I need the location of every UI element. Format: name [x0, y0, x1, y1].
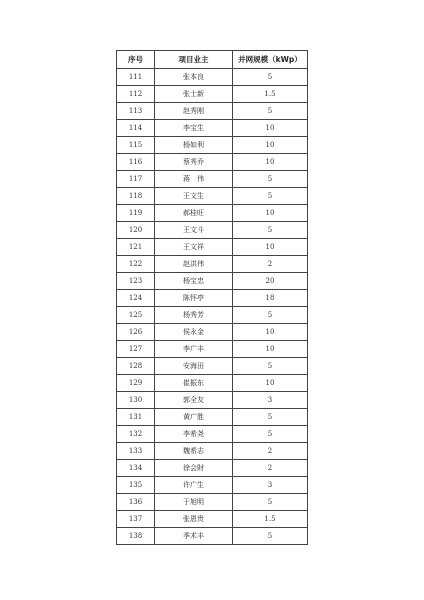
cell-project-owner: 王文斗	[155, 222, 233, 239]
cell-serial-number: 130	[117, 392, 155, 409]
table-row	[117, 528, 308, 545]
cell-grid-scale: 5	[233, 188, 308, 205]
cell-grid-scale: 10	[233, 137, 308, 154]
cell-project-owner: 杨宝忠	[155, 273, 233, 290]
table-row	[117, 86, 308, 103]
table-row	[117, 120, 308, 137]
cell-serial-number: 122	[117, 256, 155, 273]
cell-project-owner: 侯永金	[155, 324, 233, 341]
table-row	[117, 290, 308, 307]
table-row	[117, 188, 308, 205]
cell-serial-number: 136	[117, 494, 155, 511]
cell-serial-number: 118	[117, 188, 155, 205]
cell-grid-scale: 10	[233, 341, 308, 358]
cell-project-owner: 赵秀刚	[155, 103, 233, 120]
table-row	[117, 137, 308, 154]
cell-serial-number: 126	[117, 324, 155, 341]
table-row	[117, 307, 308, 324]
table-row	[117, 477, 308, 494]
cell-serial-number: 131	[117, 409, 155, 426]
cell-serial-number: 133	[117, 443, 155, 460]
cell-grid-scale: 1.5	[233, 86, 308, 103]
cell-grid-scale: 18	[233, 290, 308, 307]
table-row	[117, 341, 308, 358]
cell-serial-number: 127	[117, 341, 155, 358]
cell-project-owner: 崔振东	[155, 375, 233, 392]
cell-project-owner: 许广生	[155, 477, 233, 494]
cell-serial-number: 123	[117, 273, 155, 290]
cell-serial-number: 116	[117, 154, 155, 171]
table-row	[117, 358, 308, 375]
table-row	[117, 222, 308, 239]
cell-serial-number: 135	[117, 477, 155, 494]
cell-project-owner: 王文祥	[155, 239, 233, 256]
table-row	[117, 460, 308, 477]
cell-project-owner: 于旭明	[155, 494, 233, 511]
cell-project-owner: 张恩贵	[155, 511, 233, 528]
cell-serial-number: 132	[117, 426, 155, 443]
cell-project-owner: 黄广胜	[155, 409, 233, 426]
cell-serial-number: 138	[117, 528, 155, 545]
cell-grid-scale: 10	[233, 205, 308, 222]
cell-grid-scale: 2	[233, 443, 308, 460]
cell-project-owner: 张本良	[155, 69, 233, 86]
table-row	[117, 324, 308, 341]
cell-grid-scale: 10	[233, 239, 308, 256]
table-row	[117, 103, 308, 120]
header-grid-scale: 并网规模（kWp）	[233, 51, 308, 69]
cell-project-owner: 季术丰	[155, 528, 233, 545]
cell-grid-scale: 5	[233, 494, 308, 511]
cell-grid-scale: 10	[233, 324, 308, 341]
table-body	[117, 69, 308, 545]
cell-grid-scale: 5	[233, 426, 308, 443]
cell-serial-number: 111	[117, 69, 155, 86]
cell-grid-scale: 5	[233, 528, 308, 545]
cell-serial-number: 124	[117, 290, 155, 307]
cell-project-owner: 安海田	[155, 358, 233, 375]
header-serial-number: 序号	[117, 51, 155, 69]
cell-serial-number: 113	[117, 103, 155, 120]
cell-project-owner: 张士新	[155, 86, 233, 103]
table-row	[117, 256, 308, 273]
cell-grid-scale: 20	[233, 273, 308, 290]
cell-project-owner: 杨如利	[155, 137, 233, 154]
cell-grid-scale: 5	[233, 222, 308, 239]
cell-serial-number: 129	[117, 375, 155, 392]
cell-project-owner: 杨秀芳	[155, 307, 233, 324]
cell-grid-scale: 5	[233, 69, 308, 86]
cell-grid-scale: 3	[233, 477, 308, 494]
cell-project-owner: 郝桂旺	[155, 205, 233, 222]
table-row	[117, 154, 308, 171]
cell-project-owner: 蔡秀乔	[155, 154, 233, 171]
cell-grid-scale: 2	[233, 460, 308, 477]
cell-grid-scale: 5	[233, 358, 308, 375]
cell-project-owner: 赵洪伟	[155, 256, 233, 273]
table-header-row	[117, 51, 308, 69]
cell-grid-scale: 10	[233, 154, 308, 171]
cell-project-owner: 李广丰	[155, 341, 233, 358]
cell-serial-number: 117	[117, 171, 155, 188]
table-row	[117, 69, 308, 86]
table-row	[117, 511, 308, 528]
table-row	[117, 205, 308, 222]
table-row	[117, 273, 308, 290]
table-row	[117, 392, 308, 409]
cell-grid-scale: 5	[233, 307, 308, 324]
cell-serial-number: 115	[117, 137, 155, 154]
table-row	[117, 443, 308, 460]
cell-project-owner: 魏希志	[155, 443, 233, 460]
cell-serial-number: 120	[117, 222, 155, 239]
cell-grid-scale: 1.5	[233, 511, 308, 528]
cell-grid-scale: 5	[233, 171, 308, 188]
cell-project-owner: 徐会財	[155, 460, 233, 477]
cell-grid-scale: 5	[233, 103, 308, 120]
cell-project-owner: 李希尧	[155, 426, 233, 443]
cell-grid-scale: 10	[233, 375, 308, 392]
table-row	[117, 171, 308, 188]
cell-project-owner: 郭全友	[155, 392, 233, 409]
cell-serial-number: 128	[117, 358, 155, 375]
grid-connection-table	[116, 50, 308, 545]
cell-serial-number: 121	[117, 239, 155, 256]
cell-serial-number: 112	[117, 86, 155, 103]
table-row	[117, 375, 308, 392]
cell-project-owner: 王文生	[155, 188, 233, 205]
cell-serial-number: 137	[117, 511, 155, 528]
cell-grid-scale: 5	[233, 409, 308, 426]
header-project-owner: 项目业主	[155, 51, 233, 69]
cell-serial-number: 125	[117, 307, 155, 324]
table-row	[117, 494, 308, 511]
cell-serial-number: 119	[117, 205, 155, 222]
cell-grid-scale: 10	[233, 120, 308, 137]
table-row	[117, 239, 308, 256]
cell-project-owner: 蒋 伟	[155, 171, 233, 188]
cell-serial-number: 114	[117, 120, 155, 137]
table-row	[117, 409, 308, 426]
cell-serial-number: 134	[117, 460, 155, 477]
cell-grid-scale: 2	[233, 256, 308, 273]
table-row	[117, 426, 308, 443]
cell-project-owner: 陈怀亭	[155, 290, 233, 307]
cell-project-owner: 李宝生	[155, 120, 233, 137]
cell-grid-scale: 3	[233, 392, 308, 409]
